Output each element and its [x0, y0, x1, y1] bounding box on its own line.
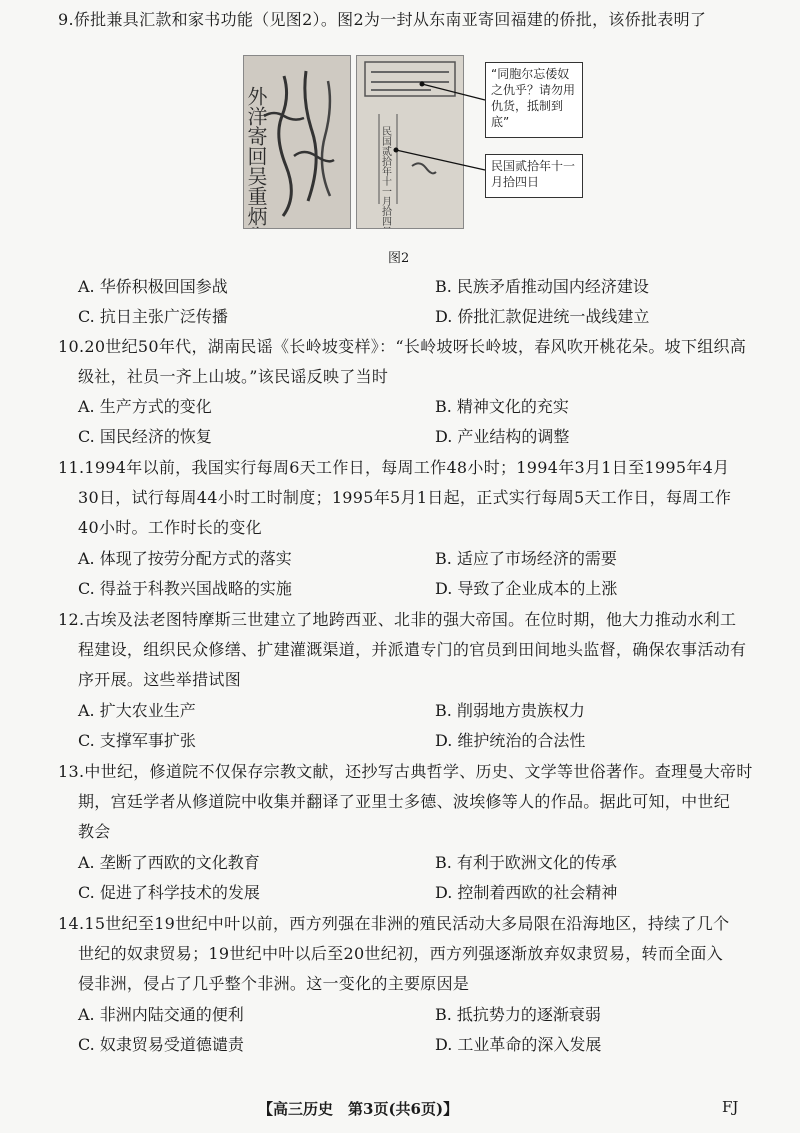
q11-option-a[interactable]: A. 体现了按劳分配方式的落实: [78, 549, 292, 568]
q14-stem-line2: 世纪的奴隶贸易；19世纪中叶以后至20世纪初，西方列强逐渐放弃奴隶贸易，转而全面入: [78, 944, 724, 963]
q12-stem-line3: 序开展。这些举措试图: [78, 670, 242, 689]
q10-stem-line2: 级社，社员一齐上山坡。”该民谣反映了当时: [78, 367, 389, 386]
figure-caption: 图2: [388, 251, 410, 266]
q11-option-b[interactable]: B. 适应了市场经济的需要: [435, 549, 617, 568]
q11-stem-line1: 11.1994年以前，我国实行每周6天工作日，每周工作48小时；1994年3月1日至1995年4月: [58, 458, 730, 477]
q14-stem-line1: 14.15世纪至19世纪中叶以前，西方列强在非洲的殖民活动大多局限在沿海地区，持续了几个: [58, 914, 730, 933]
q9-option-a[interactable]: A. 华侨积极回国参战: [78, 277, 228, 296]
q14-option-b[interactable]: B. 抵抗势力的逐渐衰弱: [435, 1005, 601, 1024]
q12-stem-line1: 12.古埃及法老图特摩斯三世建立了地跨西亚、北非的强大帝国。在位时期，他大力推动水利工: [58, 610, 737, 629]
q11-option-c[interactable]: C. 得益于科教兴国战略的实施: [78, 579, 292, 598]
q14-stem-line3: 侵非洲，侵占了几乎整个非洲。这一变化的主要原因是: [78, 974, 470, 993]
q14-option-c[interactable]: C. 奴隶贸易受道德谴责: [78, 1035, 244, 1054]
q10-option-d[interactable]: D. 产业结构的调整: [435, 427, 570, 446]
q10-option-c[interactable]: C. 国民经济的恢复: [78, 427, 212, 446]
page-footer: 【高三历史 第3页(共6页)】: [258, 1100, 459, 1118]
q9-option-b[interactable]: B. 民族矛盾推动国内经济建设: [435, 277, 649, 296]
q13-option-a[interactable]: A. 垄断了西欧的文化教育: [78, 853, 260, 872]
q12-option-b[interactable]: B. 削弱地方贵族权力: [435, 701, 585, 720]
figure-2: [240, 50, 576, 230]
region-code: FJ: [722, 1098, 739, 1116]
q12-option-c[interactable]: C. 支撑军事扩张: [78, 731, 196, 750]
slip1-text: 外洋寄回吴重炳先生: [244, 86, 268, 228]
q14-option-a[interactable]: A. 非洲内陆交通的便利: [78, 1005, 244, 1024]
q11-stem-line2: 30日，试行每周44小时工时制度；1995年5月1日起，正式实行每周5天工作日，每周工作: [78, 488, 732, 507]
callout-date: 民国贰拾年十一月拾四日: [485, 154, 583, 198]
q10-stem-line1: 10.20世纪50年代，湖南民谣《长岭坡变样》：“长岭坡呀长岭坡，春风吹开桃花朵。坡下组织高: [58, 337, 747, 356]
q9-option-d[interactable]: D. 侨批汇款促进统一战线建立: [435, 307, 650, 326]
q11-option-d[interactable]: D. 导致了企业成本的上涨: [435, 579, 618, 598]
q9-stem-line1: 9.侨批兼具汇款和家书功能（见图2）。图2为一封从东南亚寄回福建的侨批，该侨批表明了: [58, 10, 707, 29]
q13-option-d[interactable]: D. 控制着西欧的社会精神: [435, 883, 618, 902]
q12-option-a[interactable]: A. 扩大农业生产: [78, 701, 196, 720]
slip2-text: 民国贰拾年十一月拾四日: [379, 126, 391, 228]
q13-option-b[interactable]: B. 有利于欧洲文化的传承: [435, 853, 617, 872]
q9-option-c[interactable]: C. 抗日主张广泛传播: [78, 307, 228, 326]
q12-option-d[interactable]: D. 维护统治的合法性: [435, 731, 586, 750]
callout-slogan: “同胞尔忘倭奴之仇乎？请勿用仇货，抵制到底”: [485, 62, 583, 138]
q14-option-d[interactable]: D. 工业革命的深入发展: [435, 1035, 602, 1054]
q13-option-c[interactable]: C. 促进了科学技术的发展: [78, 883, 260, 902]
q10-option-b[interactable]: B. 精神文化的充实: [435, 397, 569, 416]
q10-option-a[interactable]: A. 生产方式的变化: [78, 397, 212, 416]
q11-stem-line3: 40小时。工作时长的变化: [78, 518, 262, 537]
q13-stem-line3: 教会: [78, 822, 111, 841]
q13-stem-line1: 13.中世纪，修道院不仅保存宗教文献，还抄写古典哲学、历史、文学等世俗著作。查理曼大帝时: [58, 762, 753, 781]
q12-stem-line2: 程建设，组织民众修缮、扩建灌溉渠道，并派遣专门的官员到田间地头监督，确保农事活动有: [78, 640, 747, 659]
q13-stem-line2: 期，宫廷学者从修道院中收集并翻译了亚里士多德、波埃修等人的作品。据此可知，中世纪: [78, 792, 731, 811]
